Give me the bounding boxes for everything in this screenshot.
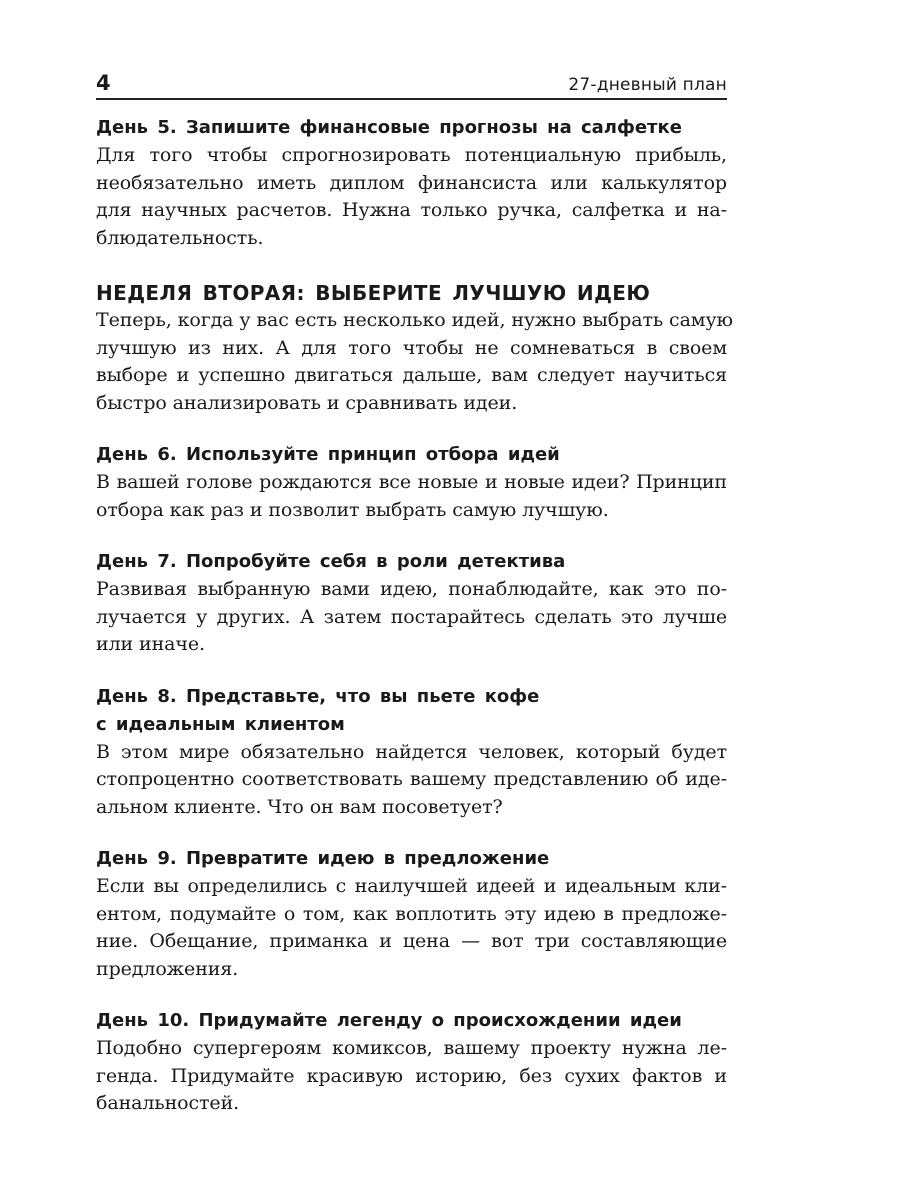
paragraph-line: Развивая выбранную вами идею, понаблюдайте, как это по- — [96, 578, 727, 600]
heading-line: День 10. Придумайте легенду о происхождении идеи — [96, 1010, 682, 1031]
paragraph-line: быстро анализировать и сравнивать идеи. — [96, 391, 518, 414]
paragraph-line: для научных расчетов. Нужна только ручка, салфетка и на- — [96, 199, 727, 221]
paragraph-line: необязательно иметь диплом финансиста или калькулятор — [96, 171, 727, 194]
paragraph-line: Теперь, когда у вас есть несколько идей, нужно выбрать самую — [96, 309, 734, 331]
section-heading — [96, 1007, 727, 1035]
paragraph-line: ние. Обещание, приманка и цена — вот три составляющие — [96, 930, 727, 952]
heading-line: День 6. Используйте принцип отбора идей — [96, 444, 560, 465]
paragraph-line: лучается у других. А затем постарайтесь сделать это лучше — [96, 605, 727, 628]
running-header — [96, 58, 727, 100]
heading-line: с идеальным клиентом — [96, 713, 345, 735]
book-page — [96, 58, 734, 1145]
section-day-5 — [96, 114, 727, 252]
section-paragraph — [96, 1035, 727, 1118]
section-paragraph — [96, 873, 727, 983]
section-paragraph — [96, 469, 727, 524]
paragraph-line: В вашей голове рождаются все новые и новые идеи? Принцип — [96, 471, 727, 493]
heading-line: НЕДЕЛЯ ВТОРАЯ: ВЫБЕРИТЕ ЛУЧШУЮ ИДЕЮ — [96, 281, 651, 305]
heading-line: День 9. Превратите идею в предложение — [96, 848, 550, 869]
paragraph-line: стопроцентно соответствовать вашему представлению об иде- — [96, 768, 727, 790]
heading-line: День 5. Запишите финансовые прогнозы на салфетке — [96, 117, 682, 138]
page-number: 4 — [96, 71, 111, 95]
section-heading — [96, 114, 727, 142]
paragraph-line: альном клиенте. Что он вам посоветует? — [96, 795, 503, 818]
paragraph-line: ентом, подумайте о том, как воплотить эту идею в предложе- — [96, 902, 727, 925]
section-paragraph — [96, 142, 727, 252]
week-heading — [96, 279, 727, 307]
paragraph-line: или иначе. — [96, 633, 205, 655]
section-heading — [96, 683, 727, 739]
section-week-two — [96, 279, 734, 417]
page-content — [96, 100, 734, 1118]
running-title: 27-дневный план — [568, 75, 727, 95]
paragraph-line: предложения. — [96, 957, 239, 980]
paragraph-line: генда. Придумайте красивую историю, без сухих фактов и — [96, 1064, 727, 1087]
heading-line: День 7. Попробуйте себя в роли детектива — [96, 551, 566, 572]
paragraph-line: отбора как раз и позволит выбрать самую лучшую. — [96, 498, 609, 521]
paragraph-line: банальностей. — [96, 1092, 240, 1114]
section-heading — [96, 845, 727, 873]
section-day-6 — [96, 441, 727, 524]
paragraph-line: В этом мире обязательно найдется человек, который будет — [96, 740, 727, 763]
paragraph-line: Если вы определились с наилучшей идеей и идеальным кли- — [96, 875, 727, 897]
paragraph-line: блюдательность. — [96, 226, 264, 249]
paragraph-line: Подобно супергероям комиксов, вашему проекту нужна ле- — [96, 1037, 727, 1059]
section-paragraph — [96, 739, 727, 822]
section-day-10 — [96, 1007, 727, 1118]
paragraph-line: выборе и успешно двигаться дальше, вам следует научиться — [96, 364, 727, 386]
section-heading — [96, 548, 727, 576]
paragraph-line: лучшую из них. А для того чтобы не сомневаться в своем — [96, 336, 727, 359]
paragraph-line: Для того чтобы спрогнозировать потенциальную прибыль, — [96, 144, 727, 166]
section-paragraph — [96, 307, 734, 417]
section-heading — [96, 441, 727, 469]
section-day-9 — [96, 845, 727, 983]
heading-line: День 8. Представьте, что вы пьете кофе — [96, 685, 540, 707]
section-paragraph — [96, 576, 727, 659]
section-day-8 — [96, 683, 727, 822]
section-day-7 — [96, 548, 727, 659]
